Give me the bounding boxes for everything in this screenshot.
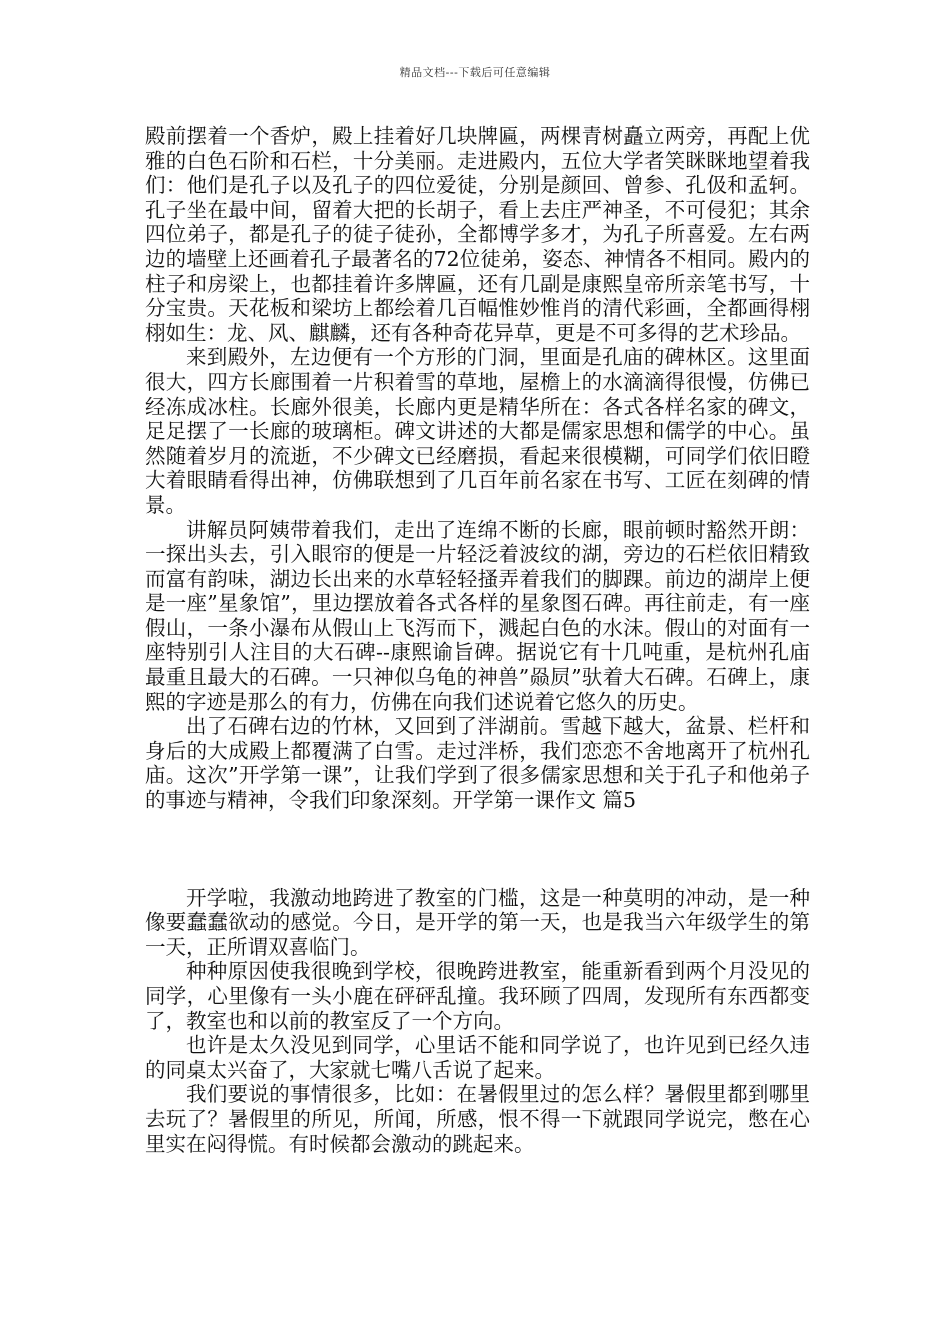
paragraph-1: 殿前摆着一个香炉，殿上挂着好几块牌匾，两棵青树矗立两旁，再配上优雅的白色石阶和石栏，十分美丽。走进殿内，五位大学者笑眯眯地望着我们：他们是孔子以及孔子的四位爱徒，分别是颜回、曾参、孔伋和孟轲。孔子坐在最中间，留着大把的长胡子，看上去庄严神圣，不可侵犯；其余四位弟子，都是孔子的徒子徒孙，全都博学多才，为孔子所喜爱。左右两边的墙壁上还画着孔子最著名的72位徒弟，姿态、神情各不相同。殿内的柱子和房梁上，也都挂着许多牌匾，还有几副是康熙皇帝所亲笔书写，十分宝贵。天花板和梁坊上都绘着几百幅惟妙惟肖的清代彩画，全都画得栩栩如生：龙、风、麒麟，还有各种奇花异草，更是不可多得的艺术珍品。 [145, 124, 810, 345]
document-body [145, 124, 810, 1156]
paragraph-3: 讲解员阿姨带着我们，走出了连绵不断的长廊，眼前顿时豁然开朗：一探出头去，引入眼帘的便是一片轻泛着波纹的湖，旁边的石栏依旧精致而富有韵味，湖边长出来的水草轻轻搔弄着我们的脚踝。前边的湖岸上便是一座”星象馆”，里边摆放着各式各样的星象图石碑。再往前走，有一座假山，一条小瀑布从假山上飞泻而下，溅起白色的水沫。假山的对面有一座特别引人注目的大石碑--康熙谕旨碑。据说它有十几吨重，是杭州孔庙最重且最大的石碑。一只神似乌龟的神兽”赑屃”驮着大石碑。石碑上，康熙的字迹是那么的有力，仿佛在向我们述说着它悠久的历史。 [145, 517, 810, 714]
paragraph-6: 种种原因使我很晚到学校，很晚跨进教室，能重新看到两个月没见的同学，心里像有一头小鹿在砰砰乱撞。我环顾了四周，发现所有东西都变了，教室也和以前的教室反了一个方向。 [145, 959, 810, 1033]
paragraph-4: 出了石碑右边的竹林，又回到了泮湖前。雪越下越大，盆景、栏杆和身后的大成殿上都覆满了白雪。走过泮桥，我们恋恋不舍地离开了杭州孔庙。这次”开学第一课”，让我们学到了很多儒家思想和关于孔子和他弟子的事迹与精神，令我们印象深刻。开学第一课作文 篇5 [145, 714, 810, 813]
paragraph-2: 来到殿外，左边便有一个方形的门洞，里面是孔庙的碑林区。这里面很大，四方长廊围着一片积着雪的草地，屋檐上的水滴滴得很慢，仿佛已经冻成冰柱。长廊外很美，长廊内更是精华所在：各式各样名家的碑文，足足摆了一长廊的玻璃柜。碑文讲述的大都是儒家思想和儒学的中心。虽然随着岁月的流逝，不少碑文已经磨损，看起来很模糊，可同学们依旧瞪大着眼睛看得出神，仿佛联想到了几百年前名家在书写、工匠在刻碑的情景。 [145, 345, 810, 517]
paragraph-5: 开学啦，我激动地跨进了教室的门槛，这是一种莫明的冲动，是一种像要蠢蠢欲动的感觉。今日，是开学的第一天，也是我当六年级学生的第一天，正所谓双喜临门。 [145, 885, 810, 959]
page-header: 精品文档---下载后可任意编辑 [399, 66, 551, 79]
paragraph-8: 我们要说的事情很多，比如：在暑假里过的怎么样？暑假里都到哪里去玩了？暑假里的所见，所闻，所感，恨不得一下就跟同学说完，憋在心里实在闷得慌。有时候都会激动的跳起来。 [145, 1082, 810, 1156]
paragraph-7: 也许是太久没见到同学，心里话不能和同学说了，也许见到已经久违的同桌太兴奋了，大家就七嘴八舌说了起来。 [145, 1033, 810, 1082]
